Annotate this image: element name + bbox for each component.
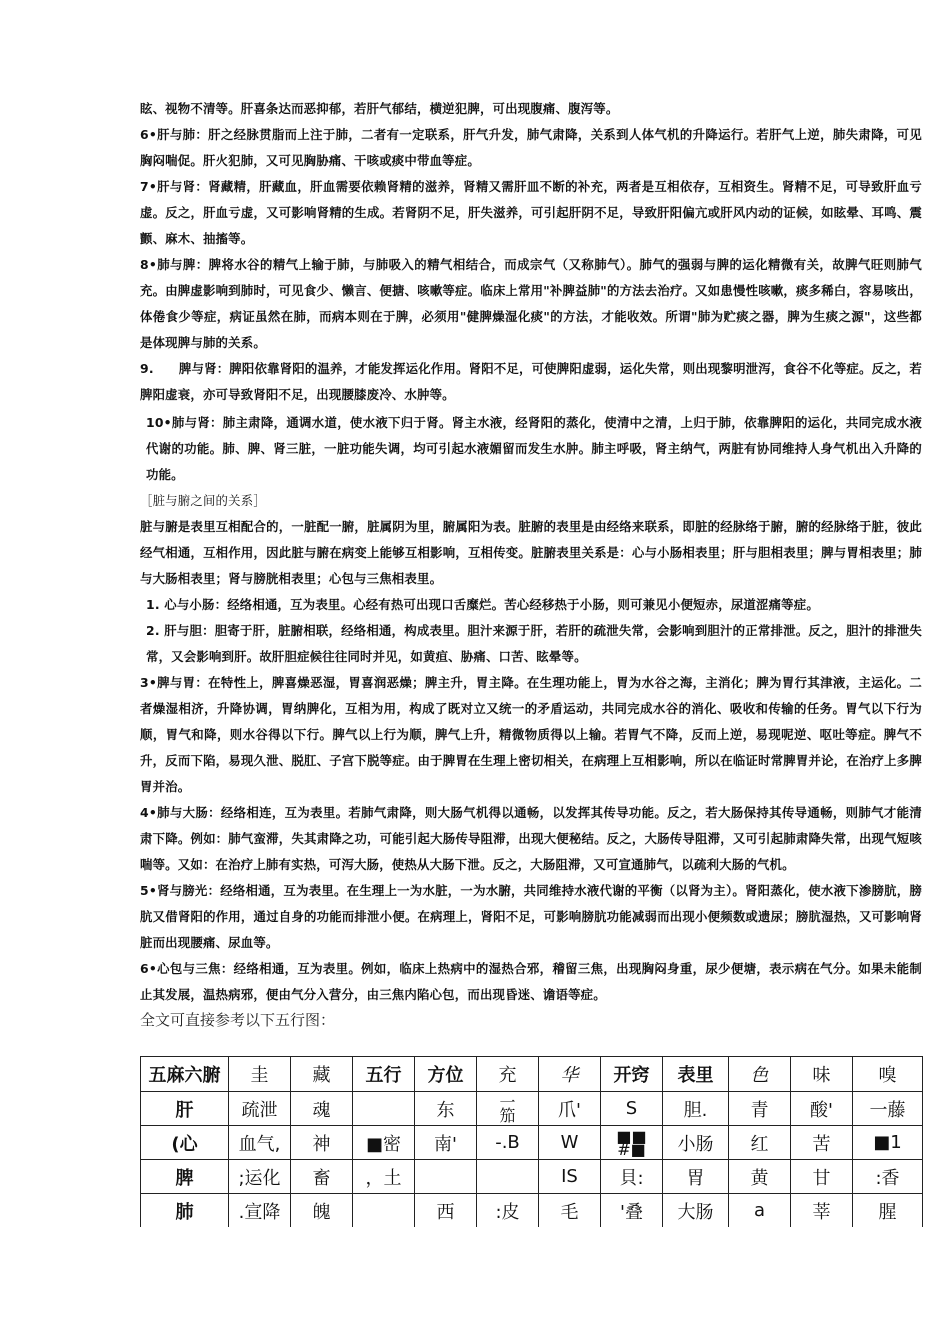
row-organ-cell: 肝 xyxy=(141,1092,229,1126)
paragraph-zang-fu-overview: 脏与腑是表里互相配合的，一脏配一腑，脏属阴为里，腑属阳为表。脏腑的表里是由经络来联系，即脏的经脉络于腑，腑的经脉络于脏，彼此经气相通，互相作用，因此脏与腑在病变上能够互相影响，互相传变。脏腑表里关系是：心与小肠相表里；肝与胆相表里；脾与胃相表里；肺与大肠相表里；肾与膀胱相表里；心包与三焦相表里。 xyxy=(140,519,922,586)
table-cell: IS xyxy=(539,1160,601,1194)
document-body xyxy=(140,96,922,1032)
table-header-cell: 色 xyxy=(729,1057,791,1092)
row-organ-cell: (心 xyxy=(141,1126,229,1160)
table-cell: 黄 xyxy=(729,1160,791,1194)
table-cell: W xyxy=(539,1126,601,1160)
table-cell: 爪' xyxy=(539,1092,601,1126)
table-cell: -.B xyxy=(477,1126,539,1160)
table-cell: 大肠 xyxy=(663,1194,729,1228)
table-cell: 东 xyxy=(415,1092,477,1126)
table-cell: 毛 xyxy=(539,1194,601,1228)
table-cell: S xyxy=(601,1092,663,1126)
paragraph-liver-lung: 6•肝与肺：肝之经脉贯脂而上注于肺，二者有一定联系，肝气升发，肺气肃降，关系到人体气机的升降运行。若肝气上逆，肺失肃降，可见胸闷喘促。肝火犯肺，又可见胸胁痛、干咳或痰中带血等症。 xyxy=(140,127,922,168)
table-intro: 全文可直接参考以下五行图： xyxy=(140,1011,336,1029)
table-cell: 血气, xyxy=(229,1126,291,1160)
table-header-cell: 五麻六腑 xyxy=(141,1057,229,1092)
table-cell: 甘 xyxy=(791,1160,853,1194)
table-header-cell: 华 xyxy=(539,1057,601,1092)
table-cell: 苦 xyxy=(791,1126,853,1160)
table-cell: 酸' xyxy=(791,1092,853,1126)
table-cell: ，土 xyxy=(353,1160,415,1194)
table-header-row xyxy=(141,1057,923,1092)
paragraph-liver-spleen-tail: 眩、视物不清等。肝喜条达而恶抑郁，若肝气郁结，横逆犯脾，可出现腹痛、腹泻等。 xyxy=(140,101,619,116)
table-row xyxy=(141,1160,923,1194)
table-cell xyxy=(477,1160,539,1194)
table-cell: 一 笳 xyxy=(477,1092,539,1126)
table-cell xyxy=(415,1160,477,1194)
paragraph-spleen-kidney: 9. 脾与肾：脾阳依靠肾阳的温养，才能发挥运化作用。肾阳不足，可使脾阳虚弱，运化失常，则出现黎明泄泻，食谷不化等症。反之，若脾阳虚衰，亦可导致肾阳不足，出现腰膝废冷、水肿等。 xyxy=(140,361,922,402)
paragraph-spleen-stomach: 3•脾与胃：在特性上，脾喜燥恶湿，胃喜润恶燥；脾主升，胃主降。在生理功能上，胃为水谷之海，主消化；脾为胃行其津液，主运化。二者燥湿相济，升降协调，胃纳脾化，互相为用，构成了既对立又统一的矛盾运动，共同完成水谷的消化、吸收和传输的任务。胃气以下行为顺，胃气和降，则水谷得以下行。脾气以上行为顺，脾气上升，精微物质得以上输。若胃气不降，反而上逆，易现呢逆、呕吐等症。脾气不升，反而下陷，易现久泄、脱肛、子宫下脱等症。由于脾胃在生理上密切相关，在病理上互相影响，所以在临证时常脾胃并论，在治疗上多脾胃并治。 xyxy=(140,675,922,794)
paragraph-pericardium-sanjiao: 6•心包与三焦：经络相通，互为表里。例如，临床上热病中的湿热合邪，稽留三焦，出现胸闷身重，尿少便塘，表示病在气分。如果未能制止其发展，温热病邪，便由气分入营分，由三焦内陷心包，而出现昏迷、谵语等症。 xyxy=(140,961,922,1002)
table-cell xyxy=(353,1194,415,1228)
table-cell: 胆. xyxy=(663,1092,729,1126)
row-organ-cell: 肺 xyxy=(141,1194,229,1228)
table-header-cell: 圭 xyxy=(229,1057,291,1092)
table-cell: :皮 xyxy=(477,1194,539,1228)
table-header-cell: 藏 xyxy=(291,1057,353,1092)
table-header-cell: 开窍 xyxy=(601,1057,663,1092)
table-cell: 青 xyxy=(729,1092,791,1126)
table-header-cell: 五行 xyxy=(353,1057,415,1092)
table-cell: 南' xyxy=(415,1126,477,1160)
table-cell: 胃 xyxy=(663,1160,729,1194)
table-cell: 畜 xyxy=(291,1160,353,1194)
paragraph-kidney-bladder: 5•肾与膀光：经络相通，互为表里。在生理上一为水脏，一为水腑，共同维持水液代谢的平衡（以肾为主）。肾阳蒸化，使水液下渗膀肮，膀肮又借肾阳的作用，通过自身的功能而排泄小便。在病理上，肾阳不足，可影响膀肮功能减弱而出现小便频数或遗尿；膀肮湿热，又可影响肾脏而出现腰痛、尿血等。 xyxy=(140,883,922,950)
table-cell: 疏泄 xyxy=(229,1092,291,1126)
table-cell: ;运化 xyxy=(229,1160,291,1194)
table-cell: 小肠 xyxy=(663,1126,729,1160)
paragraph-lung-large-intestine: 4•肺与大肠：经络相连，互为表里。若肺气肃降，则大肠气机得以通畅，以发挥其传导功能。反之，若大肠保持其传导通畅，则肺气才能清肃下降。例如：肺气蛮滞，失其肃降之功，可能引起大肠传导阻滞，出现大便秘结。反之，大肠传导阻滞，又可引起肺肃降失常，出现气短咳喘等。又如：在治疗上肺有实热，可泻大肠，使热从大肠下泄。反之，大肠阻滞，又可宣通肺气，以疏利大肠的气机。 xyxy=(140,805,922,872)
paragraph-lung-kidney: 10•肺与肾：肺主肃降，通调水道，使水液下归于肾。肾主水液，经肾阳的蒸化，使清中之清，上归于肺，依靠脾阳的运化，共同完成水液代谢的功能。肺、脾、肾三脏，一脏功能失调，均可引起水液媚留而发生水肿。肺主呼吸，肾主纳气，两脏有协同维持人身气机出入升降的功能。 xyxy=(146,415,922,482)
table-cell: 莘 xyxy=(791,1194,853,1228)
table-cell: 腥 xyxy=(853,1194,923,1228)
table-header-cell: 方位 xyxy=(415,1057,477,1092)
table-cell: ■1 xyxy=(853,1126,923,1160)
paragraph-liver-kidney: 7•肝与肾：肾藏精，肝藏血，肝血需要依赖肾精的滋养，肾精又需肝皿不断的补充，两者是互相依存，互相资生。肾精不足，可导致肝血亏虚。反之，肝血亏虚，又可影响肾精的生成。若肾阴不足，肝失滋养，可引起肝阴不足，导致肝阳偏亢或肝风内动的证候，如眩晕、耳鸣、震颤、麻木、抽搐等。 xyxy=(140,179,922,246)
table-cell: .宣降 xyxy=(229,1194,291,1228)
table-header-cell: 味 xyxy=(791,1057,853,1092)
table-header-cell: 表里 xyxy=(663,1057,729,1092)
table-header-cell: 嗅 xyxy=(853,1057,923,1092)
table-cell: 貝: xyxy=(601,1160,663,1194)
paragraph-heart-small-intestine: 1. 心与小肠：经络相通，互为表里。心经有热可出现口舌糜烂。苦心经移热于小肠，则可兼见小便短赤，尿道涩痛等症。 xyxy=(146,597,819,612)
table-cell: 魄 xyxy=(291,1194,353,1228)
table-cell: 红 xyxy=(729,1126,791,1160)
table-cell: ■密 xyxy=(353,1126,415,1160)
paragraph-liver-gallbladder: 2. 肝与胆：胆寄于肝，脏腑相联，经络相通，构成表里。胆汁来源于肝，若肝的疏泄失常，会影响到胆汁的正常排泄。反之，胆汁的排泄失常，又会影响到肝。故肝胆症候往往同时并见，如黄疸、胁痛、口苦、眩晕等。 xyxy=(146,623,922,664)
table-row xyxy=(141,1194,923,1228)
table-cell: :香 xyxy=(853,1160,923,1194)
section-heading-zang-fu: ［脏与腑之间的关系］ xyxy=(140,493,266,508)
five-elements-table xyxy=(140,1056,923,1227)
row-organ-cell: 脾 xyxy=(141,1160,229,1194)
table-cell: 魂 xyxy=(291,1092,353,1126)
table-cell xyxy=(353,1092,415,1126)
paragraph-lung-spleen: 8•肺与脾：脾将水谷的精气上输于肺，与肺吸入的精气相结合，而成宗气（又称肺气）。肺气的强弱与脾的运化精微有关，故脾气旺则肺气充。由脾虚影响到肺时，可见食少、懒言、便搪、咳嗽等症。临床上常用"补脾益肺"的方法去治疗。又如患慢性咳嗽，痰多稀白，容易咳出，体倦食少等症，病证虽然在肺，而病本则在于脾，必须用"健脾燥湿化痰"的方法，才能收效。所谓"肺为贮痰之器，脾为生痰之源"，这些都是体现脾与肺的关系。 xyxy=(140,257,922,350)
table-header-cell: 充 xyxy=(477,1057,539,1092)
table-row xyxy=(141,1126,923,1160)
table-cell: ■■ #■ xyxy=(601,1126,663,1160)
table-cell: 西 xyxy=(415,1194,477,1228)
table-row xyxy=(141,1092,923,1126)
table-cell: '叠 xyxy=(601,1194,663,1228)
table-cell: 一藤 xyxy=(853,1092,923,1126)
table-cell: 神 xyxy=(291,1126,353,1160)
table-cell: a xyxy=(729,1194,791,1228)
